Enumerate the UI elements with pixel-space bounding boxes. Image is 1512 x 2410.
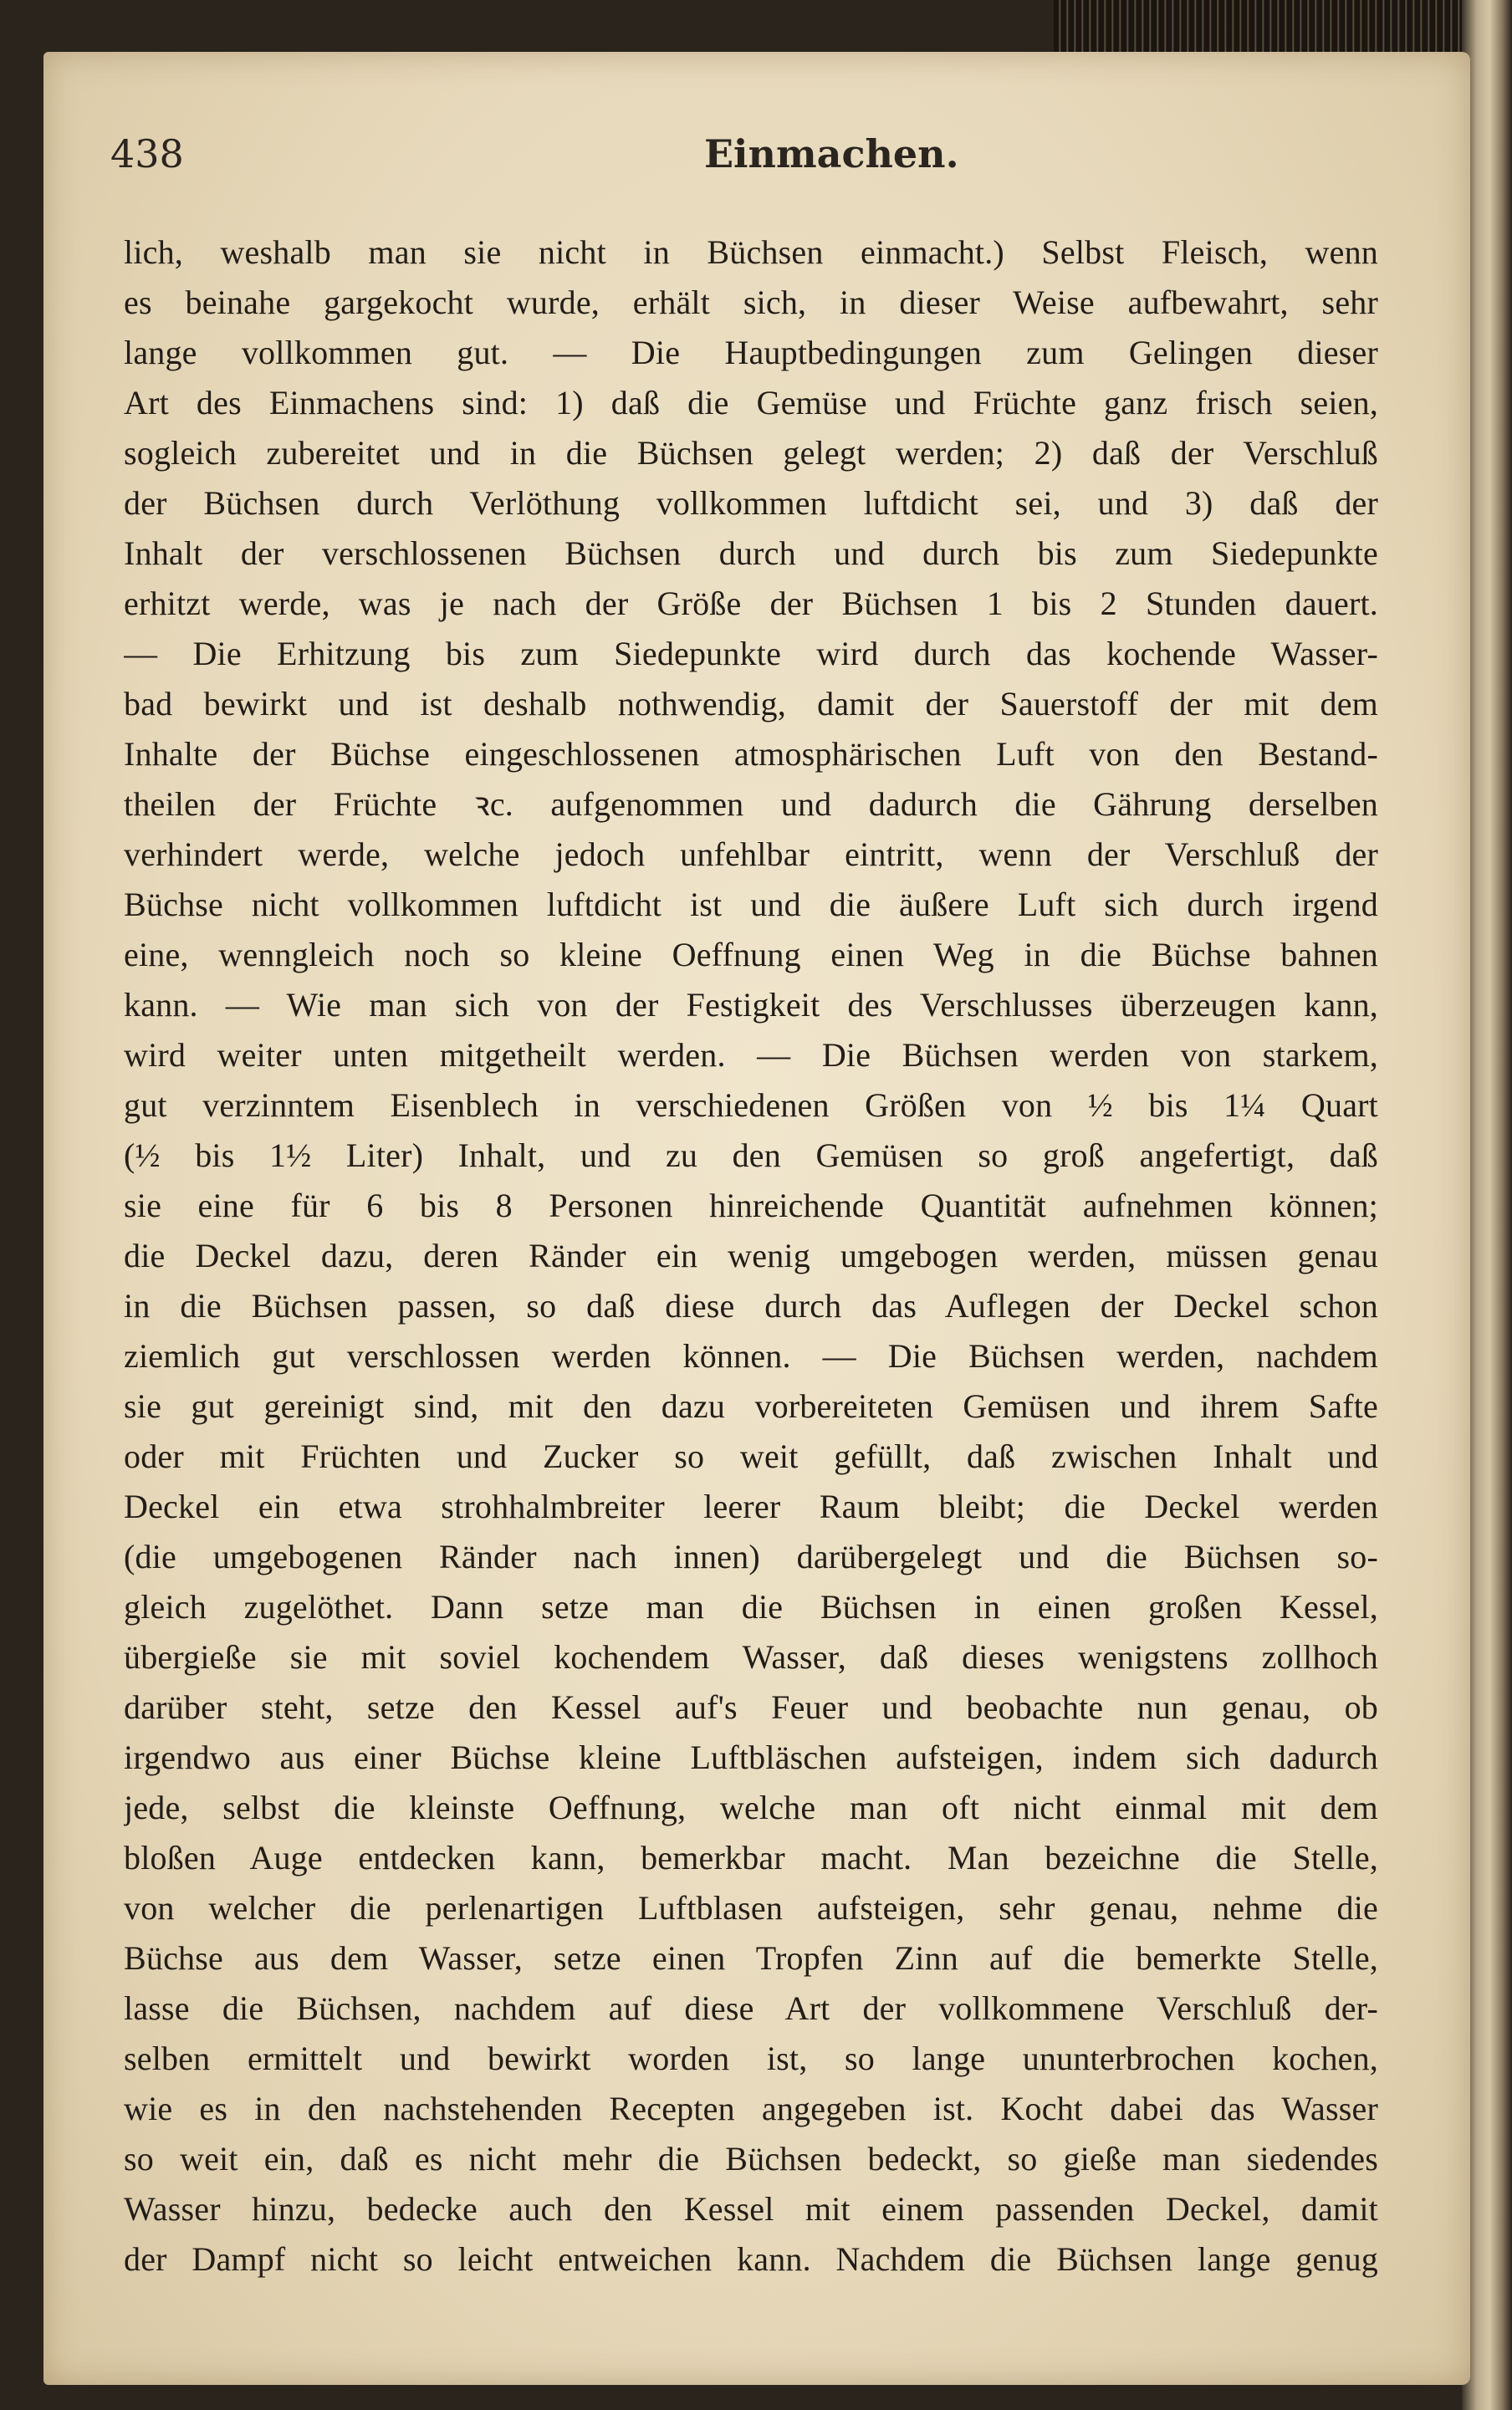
text-line: gut verzinntem Eisenblech in verschiedenen Größen von ½ bis 1¼ Quart [124, 1086, 1378, 1124]
text-line: selben ermittelt und bewirkt worden ist, so lange ununterbrochen kochen, [124, 2040, 1378, 2077]
text-line: theilen der Früchte ꝛc. aufgenommen und dadurch die Gährung derselben [124, 785, 1378, 823]
text-line: der Dampf nicht so leicht entweichen kann. Nachdem die Büchsen lange genug [124, 2240, 1378, 2278]
text-line: in die Büchsen passen, so daß diese durch das Auflegen der Deckel schon [124, 1287, 1378, 1325]
text-line: bad bewirkt und ist deshalb nothwendig, damit der Sauerstoff der mit dem [124, 685, 1378, 722]
text-line: Inhalte der Büchse eingeschlossenen atmosphärischen Luft von den Bestand- [124, 735, 1378, 773]
text-line: erhitzt werde, was je nach der Größe der Büchsen 1 bis 2 Stunden dauert. [124, 585, 1378, 622]
text-line: Art des Einmachens sind: 1) daß die Gemüse und Früchte ganz frisch seien, [124, 384, 1378, 421]
text-line: es beinahe gargekocht wurde, erhält sich, in dieser Weise aufbewahrt, sehr [124, 283, 1378, 321]
text-line: Deckel ein etwa strohhalmbreiter leerer Raum bleibt; die Deckel werden [124, 1488, 1378, 1525]
text-line: irgendwo aus einer Büchse kleine Luftbläschen aufsteigen, indem sich dadurch [124, 1739, 1378, 1776]
running-title: Einmachen. [704, 131, 959, 176]
text-line: sie gut gereinigt sind, mit den dazu vorbereiteten Gemüsen und ihrem Safte [124, 1387, 1378, 1425]
page-number: 438 [110, 131, 184, 176]
text-line: wie es in den nachstehenden Recepten angegeben ist. Kocht dabei das Wasser [124, 2090, 1378, 2127]
text-line: lich, weshalb man sie nicht in Büchsen einmacht.) Selbst Fleisch, wenn [124, 233, 1378, 271]
text-line: der Büchsen durch Verlöthung vollkommen luftdicht sei, und 3) daß der [124, 484, 1378, 522]
binding-strip [1054, 0, 1512, 59]
text-line: (die umgebogenen Ränder nach innen) darübergelegt und die Büchsen so- [124, 1538, 1378, 1575]
text-line: ziemlich gut verschlossen werden können. — Die Büchsen werden, nachdem [124, 1337, 1378, 1375]
text-line: lasse die Büchsen, nachdem auf diese Art der vollkommene Verschluß der- [124, 1989, 1378, 2027]
text-line: bloßen Auge entdecken kann, bemerkbar macht. Man bezeichne die Stelle, [124, 1839, 1378, 1876]
text-line: Wasser hinzu, bedecke auch den Kessel mit einem passenden Deckel, damit [124, 2190, 1378, 2228]
text-line: verhindert werde, welche jedoch unfehlbar eintritt, wenn der Verschluß der [124, 835, 1378, 873]
text-line: oder mit Früchten und Zucker so weit gefüllt, daß zwischen Inhalt und [124, 1437, 1378, 1475]
text-line: — Die Erhitzung bis zum Siedepunkte wird durch das kochende Wasser- [124, 635, 1378, 672]
text-line: gleich zugelöthet. Dann setze man die Büchsen in einen großen Kessel, [124, 1588, 1378, 1626]
text-line: kann. — Wie man sich von der Festigkeit des Verschlusses überzeugen kann, [124, 986, 1378, 1024]
text-line: sie eine für 6 bis 8 Personen hinreichende Quantität aufnehmen können; [124, 1187, 1378, 1224]
text-line: Büchse aus dem Wasser, setze einen Tropfen Zinn auf die bemerkte Stelle, [124, 1939, 1378, 1977]
text-line: Inhalt der verschlossenen Büchsen durch und durch bis zum Siedepunkte [124, 534, 1378, 572]
text-line: (½ bis 1½ Liter) Inhalt, und zu den Gemüsen so groß angefertigt, daß [124, 1136, 1378, 1174]
text-line: lange vollkommen gut. — Die Hauptbedingungen zum Gelingen dieser [124, 334, 1378, 371]
text-line: Büchse nicht vollkommen luftdicht ist und die äußere Luft sich durch irgend [124, 886, 1378, 923]
text-line: übergieße sie mit soviel kochendem Wasser, daß dieses wenigstens zollhoch [124, 1638, 1378, 1676]
body-text [124, 227, 1378, 2285]
text-line: wird weiter unten mitgetheilt werden. — Die Büchsen werden von starkem, [124, 1036, 1378, 1074]
text-line: jede, selbst die kleinste Oeffnung, welche man oft nicht einmal mit dem [124, 1789, 1378, 1826]
text-line: so weit ein, daß es nicht mehr die Büchsen bedeckt, so gieße man siedendes [124, 2140, 1378, 2178]
text-line: von welcher die perlenartigen Luftblasen aufsteigen, sehr genau, nehme die [124, 1889, 1378, 1927]
page-header [110, 131, 1432, 190]
text-line: sogleich zubereitet und in die Büchsen gelegt werden; 2) daß der Verschluß [124, 434, 1378, 472]
text-line: die Deckel dazu, deren Ränder ein wenig umgebogen werden, müssen genau [124, 1237, 1378, 1274]
text-line: eine, wenngleich noch so kleine Oeffnung einen Weg in die Büchse bahnen [124, 936, 1378, 973]
text-line: darüber steht, setze den Kessel auf's Feuer und beobachte nun genau, ob [124, 1688, 1378, 1726]
